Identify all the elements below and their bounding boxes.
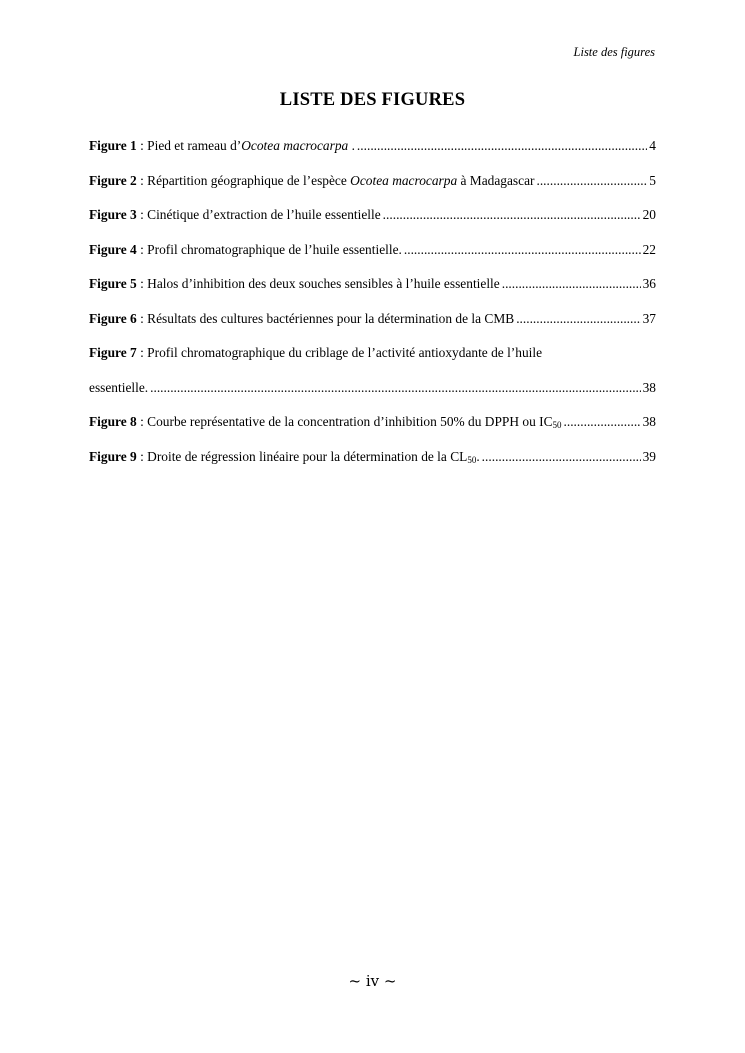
- figure-entry-text: [89, 345, 656, 380]
- figure-label: Figure 9: [89, 448, 137, 464]
- caption-continuation: essentielle.: [89, 379, 149, 395]
- figure-label: Figure 8: [89, 414, 137, 429]
- dot-leader: [536, 173, 647, 189]
- figure-entry-8[interactable]: [89, 414, 656, 449]
- figure-entry-5[interactable]: [89, 276, 656, 311]
- dot-leader: [516, 311, 640, 327]
- dot-leader: [564, 414, 641, 430]
- figure-entry-6[interactable]: [89, 311, 656, 346]
- species-name: Ocotea macrocarpa: [241, 138, 349, 153]
- figure-entry-continuation: [89, 380, 656, 415]
- dot-leader: [482, 449, 641, 465]
- figure-entry-text: [89, 138, 355, 154]
- separator: :: [136, 241, 148, 257]
- caption: Répartition géographique de l’espèce: [147, 172, 351, 188]
- separator: :: [136, 345, 148, 360]
- page-ref: 5: [649, 172, 656, 188]
- caption: Courbe représentative de la concentration d’inhibition 50% du DPPH ou IC: [147, 414, 553, 429]
- caption: Pied et rameau d’: [147, 138, 242, 153]
- figure-label: Figure 7: [89, 345, 137, 360]
- figure-entry-7[interactable]: [89, 345, 656, 414]
- figure-entry-2[interactable]: [89, 173, 656, 208]
- separator: :: [136, 207, 148, 222]
- caption: Halos d’inhibition des deux souches sensibles à l’huile essentielle: [147, 276, 500, 291]
- dot-leader: [502, 276, 641, 292]
- dot-leader: [150, 380, 640, 396]
- figure-label: Figure 1: [89, 138, 137, 153]
- separator: :: [136, 414, 148, 429]
- page-ref: 4: [649, 138, 656, 153]
- figure-entry-1[interactable]: [89, 138, 656, 173]
- figure-entry-text: [89, 242, 402, 258]
- page-ref: 22: [642, 241, 656, 257]
- figure-list: [89, 138, 656, 483]
- page-ref: 36: [642, 276, 656, 291]
- dot-leader: [357, 138, 647, 154]
- separator: :: [136, 172, 148, 188]
- dot-leader: [383, 207, 641, 223]
- dot-leader: [404, 242, 641, 258]
- caption: Cinétique d’extraction de l’huile essentielle: [147, 207, 381, 222]
- page-ref: 39: [642, 448, 656, 464]
- figure-entry-3[interactable]: [89, 207, 656, 242]
- figure-label: Figure 2: [89, 172, 137, 188]
- separator: :: [136, 276, 148, 291]
- caption-end: à Madagascar: [457, 172, 535, 188]
- caption-end: .: [476, 448, 480, 464]
- page-ref: 38: [642, 414, 656, 429]
- page-ref: 37: [642, 310, 656, 326]
- figure-entry-text: [89, 414, 562, 430]
- caption: Profil chromatographique de l’huile essentielle.: [147, 241, 402, 257]
- figure-entry-text: [89, 311, 514, 327]
- running-header: Liste des figures: [573, 45, 655, 59]
- separator: :: [136, 448, 148, 464]
- species-name: Ocotea macrocarpa: [350, 172, 458, 188]
- figure-entry-4[interactable]: [89, 242, 656, 277]
- figure-label: Figure 5: [89, 276, 137, 291]
- figure-entry-text: [89, 449, 480, 465]
- caption: Profil chromatographique du criblage de l’activité antioxydante de l’huile: [147, 345, 543, 360]
- figure-entry-text: [89, 173, 534, 189]
- figure-label: Figure 3: [89, 207, 137, 222]
- figure-label: Figure 6: [89, 310, 137, 326]
- separator: :: [136, 138, 148, 153]
- page-title: LISTE DES FIGURES: [279, 90, 466, 110]
- subscript: 50: [467, 454, 477, 465]
- figure-entry-9[interactable]: [89, 449, 656, 484]
- page-ref: 38: [642, 379, 656, 395]
- caption: Résultats des cultures bactériennes pour la détermination de la CMB: [147, 310, 515, 326]
- page-number: ~ iv ~: [348, 972, 397, 990]
- page-ref: 20: [642, 207, 656, 222]
- subscript: 50: [552, 420, 562, 430]
- separator: :: [136, 310, 148, 326]
- caption-end: .: [348, 138, 355, 153]
- figure-entry-text: [89, 207, 381, 223]
- figure-entry-text: [89, 276, 500, 292]
- caption: Droite de régression linéaire pour la détermination de la CL: [147, 448, 468, 464]
- figure-label: Figure 4: [89, 241, 137, 257]
